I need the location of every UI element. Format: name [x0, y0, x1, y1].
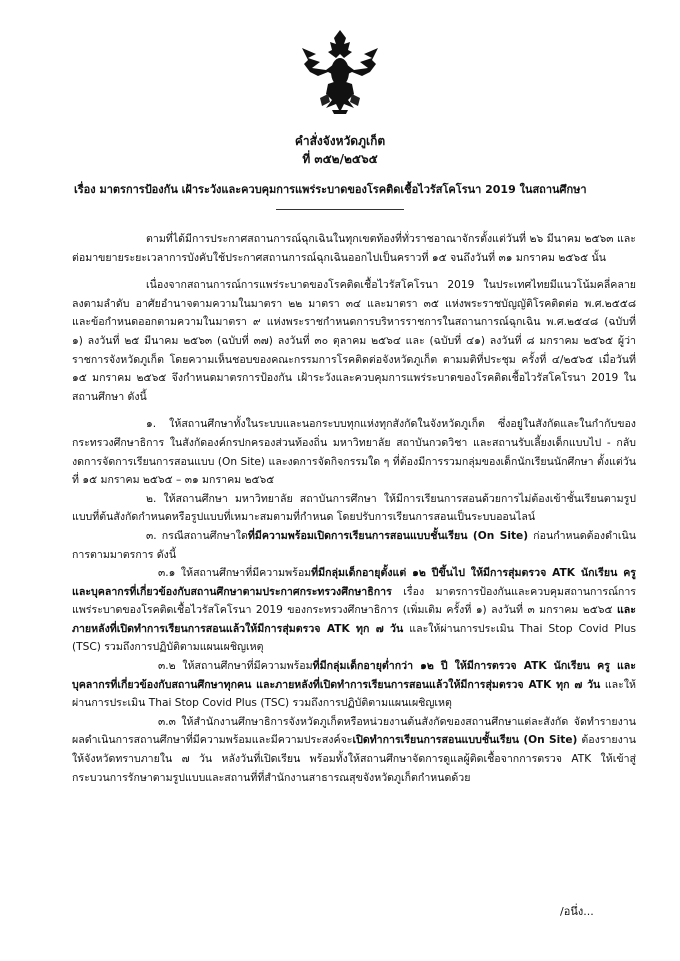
clause-3-3-tail: ต้องรายงานให้จังหวัดทราบภายใน ๗ วัน หลังวันที่เปิดเรียน พร้อมทั้งให้สถานศึกษาจัดการดูแลผู้ติดเชื้อจากการตรวจ ATK ให้เข้าสู่กระบวนการรักษาตามรูปแบบและสถานที่ที่สำนักงานสาธารณสุขจังหวัดภูเก็ตกำหนดด้วย — [72, 734, 636, 784]
clause-2: ๒. ให้สถานศึกษา มหาวิทยาลัย สถาบันการศึกษา ให้มีการเรียนการสอนด้วยการไม่ต้องเข้าชั้นเรียนตามรูปแบบที่ต้นสังกัดกำหนดหรือรูปแบบที่เหมาะสมตามที่กำหนด โดยปรับการเรียนการสอนเป็นระบบออนไลน์ — [72, 492, 636, 524]
order-body — [72, 230, 636, 787]
clause-3-text: ๓. กรณีสถานศึกษาใด — [146, 529, 248, 542]
clause-3-3-bold: เปิดทำการเรียนการสอนแบบชั้นเรียน (On Site) — [352, 734, 578, 747]
divider — [276, 209, 404, 210]
clause-3-bold: ที่มีความพร้อมเปิดการเรียนการสอนแบบชั้นเรียน (On Site) — [247, 529, 529, 542]
clause-3-3 — [72, 713, 636, 787]
paragraph-authority: เนื่องจากสถานการณ์การแพร่ระบาดของโรคติดเชื้อไวรัสโคโรนา 2019 ในประเทศไทยมีแนวโน้มคลี่คลายลงตามลำดับ อาศัยอำนาจตามความในมาตรา ๒๒ มาตรา ๓๔ และมาตรา ๓๕ แห่งพระราชบัญญัติโรคติดต่อ พ.ศ.๒๕๕๘ และข้อกำหนดออกตามความในมาตรา ๙ แห่งพระราชกำหนดการบริหารราชการในสถานการณ์ฉุกเฉิน พ.ศ.๒๕๔๘ (ฉบับที่ ๑) ลงวันที่ ๒๕ มีนาคม ๒๕๖๓ (ฉบับที่ ๓๗) ลงวันที่ ๓๐ ตุลาคม ๒๕๖๔ และ (ฉบับที่ ๔๑) ลงวันที่ ๘ มกราคม ๒๕๖๕ ผู้ว่าราชการจังหวัดภูเก็ต โดยความเห็นชอบของคณะกรรมการโรคติดต่อจังหวัดภูเก็ต ตามมติที่ประชุม ครั้งที่ ๔/๒๕๖๕ เมื่อวันที่ ๑๕ มกราคม ๒๕๖๕ จึงกำหนดมาตรการป้องกัน เฝ้าระวังและควบคุมการแพร่ระบาดของโรคติดเชื้อไวรัสโคโรนา 2019 ในสถานศึกษา ดังนี้ — [72, 279, 636, 403]
paragraph-background: ตามที่ได้มีการประกาศสถานการณ์ฉุกเฉินในทุกเขตท้องที่ทั่วราชอาณาจักรตั้งแต่วันที่ ๒๖ มีนาคม ๒๕๖๓ และต่อมาขยายระยะเวลาการบังคับใช้ประกาศสถานการณ์ฉุกเฉินออกไปเป็นคราวที่ ๑๕ จนถึงวันที่ ๓๑ มกราคม ๒๕๖๕ นั้น — [72, 233, 636, 264]
clause-3-2-tail: และให้ผ่านการประเมิน Thai Stop Covid Plus (TSC) รวมถึงการปฏิบัติตามแผนเผชิญเหตุ — [72, 678, 636, 710]
clause-3-1 — [72, 564, 636, 657]
clause-3-3-text: ๓.๓ ให้สำนักงานศึกษาธิการจังหวัดภูเก็ตหรือหน่วยงานต้นสังกัดของสถานศึกษาแต่ละสังกัด จัดทำรายงานผลดำเนินการสถานศึกษาที่มีความพร้อมและมีความประสงค์จะ — [72, 715, 636, 747]
continuation-marker: /อนึ่ง... — [560, 905, 594, 918]
clause-1: ๑. ให้สถานศึกษาทั้งในระบบและนอกระบบทุกแห่งทุกสังกัดในจังหวัดภูเก็ต ซึ่งอยู่ในสังกัดและในกำกับของกระทรวงศึกษาธิการ ในสังกัดองค์กรปกครองส่วนท้องถิ่น มหาวิทยาลัย สถาบันกวดวิชา และสถานรับเลี้ยงเด็กแบบไป - กลับ งดการจัดการเรียนการสอนแบบ (On Site) และงดการจัดกิจกรรมใด ๆ ที่ต้องมีการรวมกลุ่มของเด็กนักเรียนนักศึกษา ตั้งแต่วันที่ ๑๕ มกราคม ๒๕๖๕ – ๓๑ มกราคม ๒๕๖๕ — [72, 418, 636, 487]
order-heading — [0, 132, 680, 168]
clause-3 — [72, 527, 636, 564]
clause-3-2 — [72, 657, 636, 713]
order-number: ที่ ๓๕๒/๒๕๖๕ — [302, 152, 378, 166]
clause-3-1-bold2: และภายหลังที่เปิดทำการเรียนการสอนแล้วให้มีการสุ่มตรวจ ATK ทุก ๗ วัน — [72, 604, 636, 635]
order-subject: เรื่อง มาตรการป้องกัน เฝ้าระวังและควบคุมการแพร่ระบาดของโรคติดเชื้อไวรัสโคโรนา 2019 ในสถานศึกษา — [74, 183, 587, 196]
clause-3-1-text: ๓.๑ ให้สถานศึกษาที่มีความพร้อม — [158, 567, 312, 580]
order-title: คำสั่งจังหวัดภูเก็ต — [294, 134, 386, 148]
clause-3-tail: ก่อนกำหนดต้องดำเนินการตามมาตรการ ดังนี้ — [72, 529, 637, 561]
clause-3-2-text: ๓.๒ ให้สถานศึกษาที่มีความพร้อม — [158, 660, 313, 673]
clause-3-1-bold: ที่มีกลุ่มเด็กอายุตั้งแต่ ๑๒ ปีขึ้นไป ให้มีการสุ่มตรวจ ATK นักเรียน ครู และบุคลากรที่เกี่ยวข้องกับสถานศึกษาตามประกาศกระทรวงศึกษาธิการ — [72, 567, 636, 598]
garuda-emblem — [298, 28, 382, 116]
clause-3-1-tail: และให้ผ่านการประเมิน Thai Stop Covid Plus (TSC) รวมถึงการปฏิบัติตามแผนเผชิญเหตุ — [72, 622, 636, 654]
clause-3-1-mid: เรื่อง มาตรการป้องกันและควบคุมสถานการณ์การแพร่ระบาดของโรคติดเชื้อไวรัสโคโรนา 2019 ของกระทรวงศึกษาธิการ (เพิ่มเติม ครั้งที่ ๑) ลงวันที่ ๓ มกราคม ๒๕๖๕ — [72, 585, 636, 617]
clause-3-2-bold: ที่มีกลุ่มเด็กอายุต่ำกว่า ๑๒ ปี ให้มีการตรวจ ATK นักเรียน ครู และบุคลากรที่เกี่ยวข้องกับสถานศึกษาทุกคน และภายหลังที่เปิดทำการเรียนการสอนแล้วให้มีการสุ่มตรวจ ATK ทุก ๗ วัน — [72, 660, 636, 691]
